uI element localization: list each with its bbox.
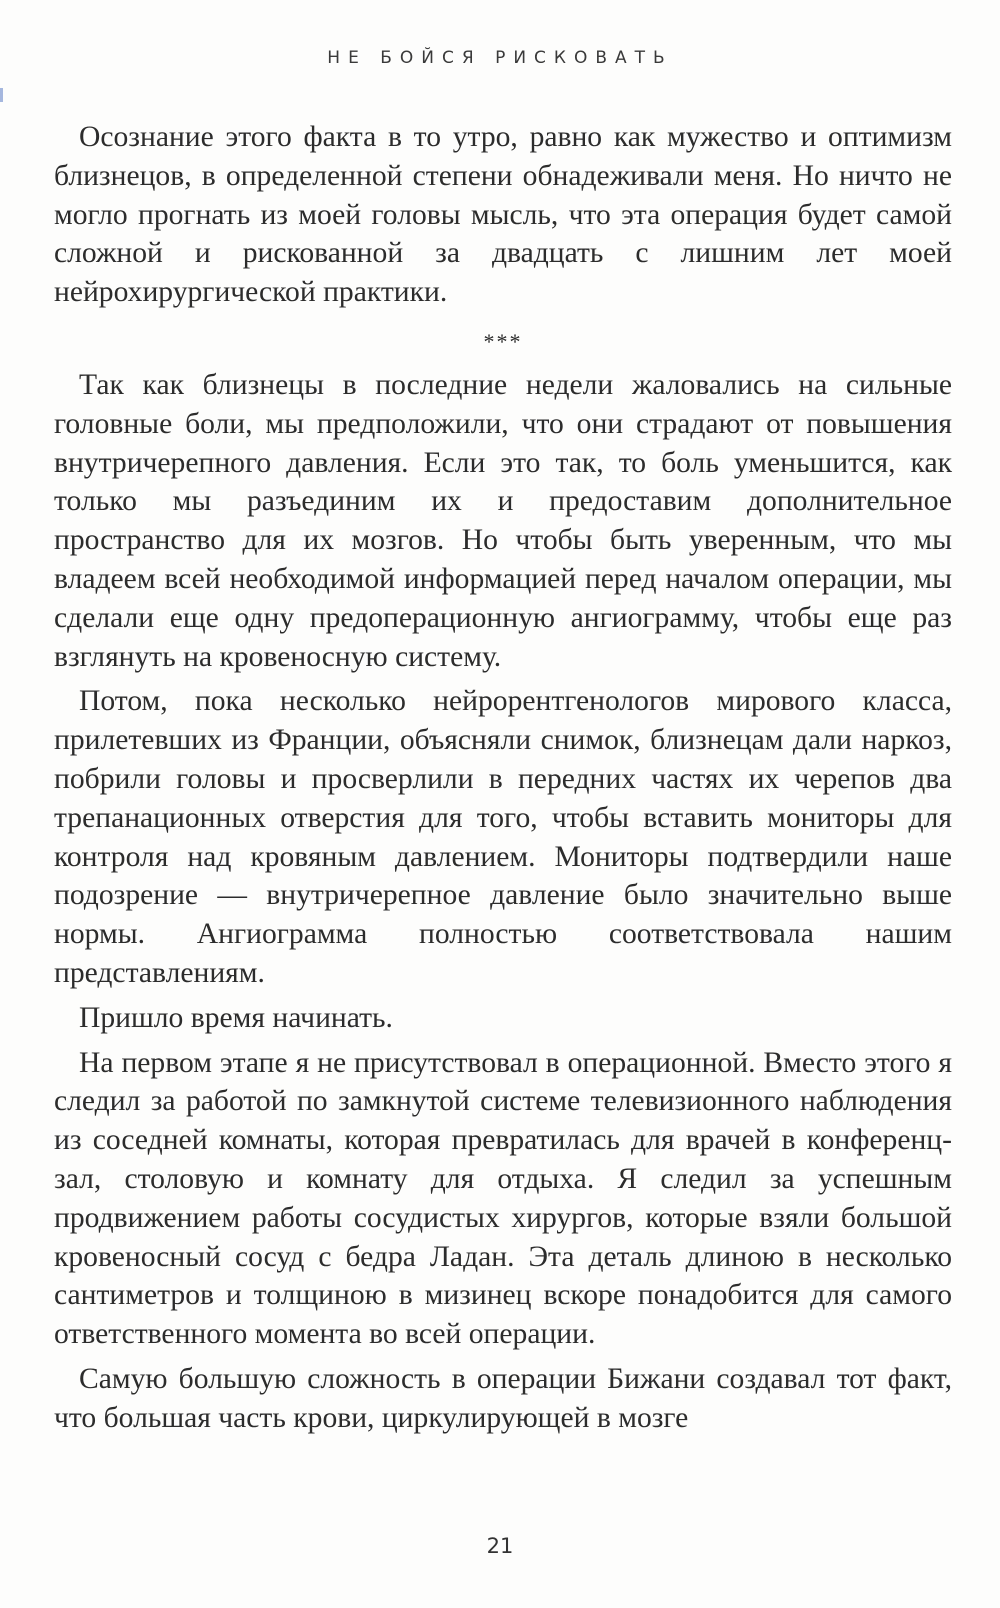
paragraph-3: Потом, пока несколько нейрорентгенологов мирового класса, прилетевших из Франции, объясняли снимок, близнецам дали наркоз, побрили головы и просверлили в передних частях их черепов два трепанационных отверстия для того, чтобы вставить мониторы для контроля над кровяным давлением. Мониторы подтвердили наше подозрение — внутричерепное давление было значительно выше нормы. Ангиограмма полностью соответствовала нашим представлениям. (54, 685, 952, 989)
running-header: НЕ БОЙСЯ РИСКОВАТЬ (327, 48, 673, 68)
page-edge-mark (0, 88, 3, 102)
body-text (54, 118, 952, 1438)
section-separator: *** (483, 328, 523, 354)
paragraph-5: На первом этапе я не присутствовал в операционной. Вместо этого я следил за работой по замкнутой системе телевизионного наблюдения из соседней комнаты, которая превратилась для врачей в конференц-зал, столовую и комнату для отдыха. Я следил за успешным продвижением работы сосудистых хирургов, которые взяли большой кровеносный сосуд с бедра Ладан. Эта деталь длиною в несколько сантиметров и толщиною в мизинец вскоре понадобится для самого ответственного момента во всей операции. (54, 1046, 952, 1351)
page-number: 21 (486, 1534, 514, 1558)
paragraph-2: Так как близнецы в последние недели жаловались на сильные головные боли, мы предположили, что они страдают от повышения внутричерепного давления. Если это так, то боль уменьшится, как только мы разъединим их и предоставим дополнительное пространство для их мозгов. Но чтобы быть уверенным, что мы владеем всей необходимой информацией перед началом операции, мы сделали еще одну предоперационную ангиограмму, чтобы еще раз взглянуть на кровеносную систему. (54, 368, 952, 673)
paragraph-6: Самую большую сложность в операции Бижани создавал тот факт, что большая часть крови, циркулирующей в мозге (54, 1362, 952, 1434)
paragraph-4: Пришло время начинать. (79, 1001, 393, 1034)
paragraph-1: Осознание этого факта в то утро, равно как мужество и оптимизм близнецов, в определенной степени обнадеживали меня. Но ничто не могло прогнать из моей головы мысль, что эта операция будет самой сложной и рискованной за двадцать с лишним лет моей нейрохирургической практики. (54, 121, 952, 309)
